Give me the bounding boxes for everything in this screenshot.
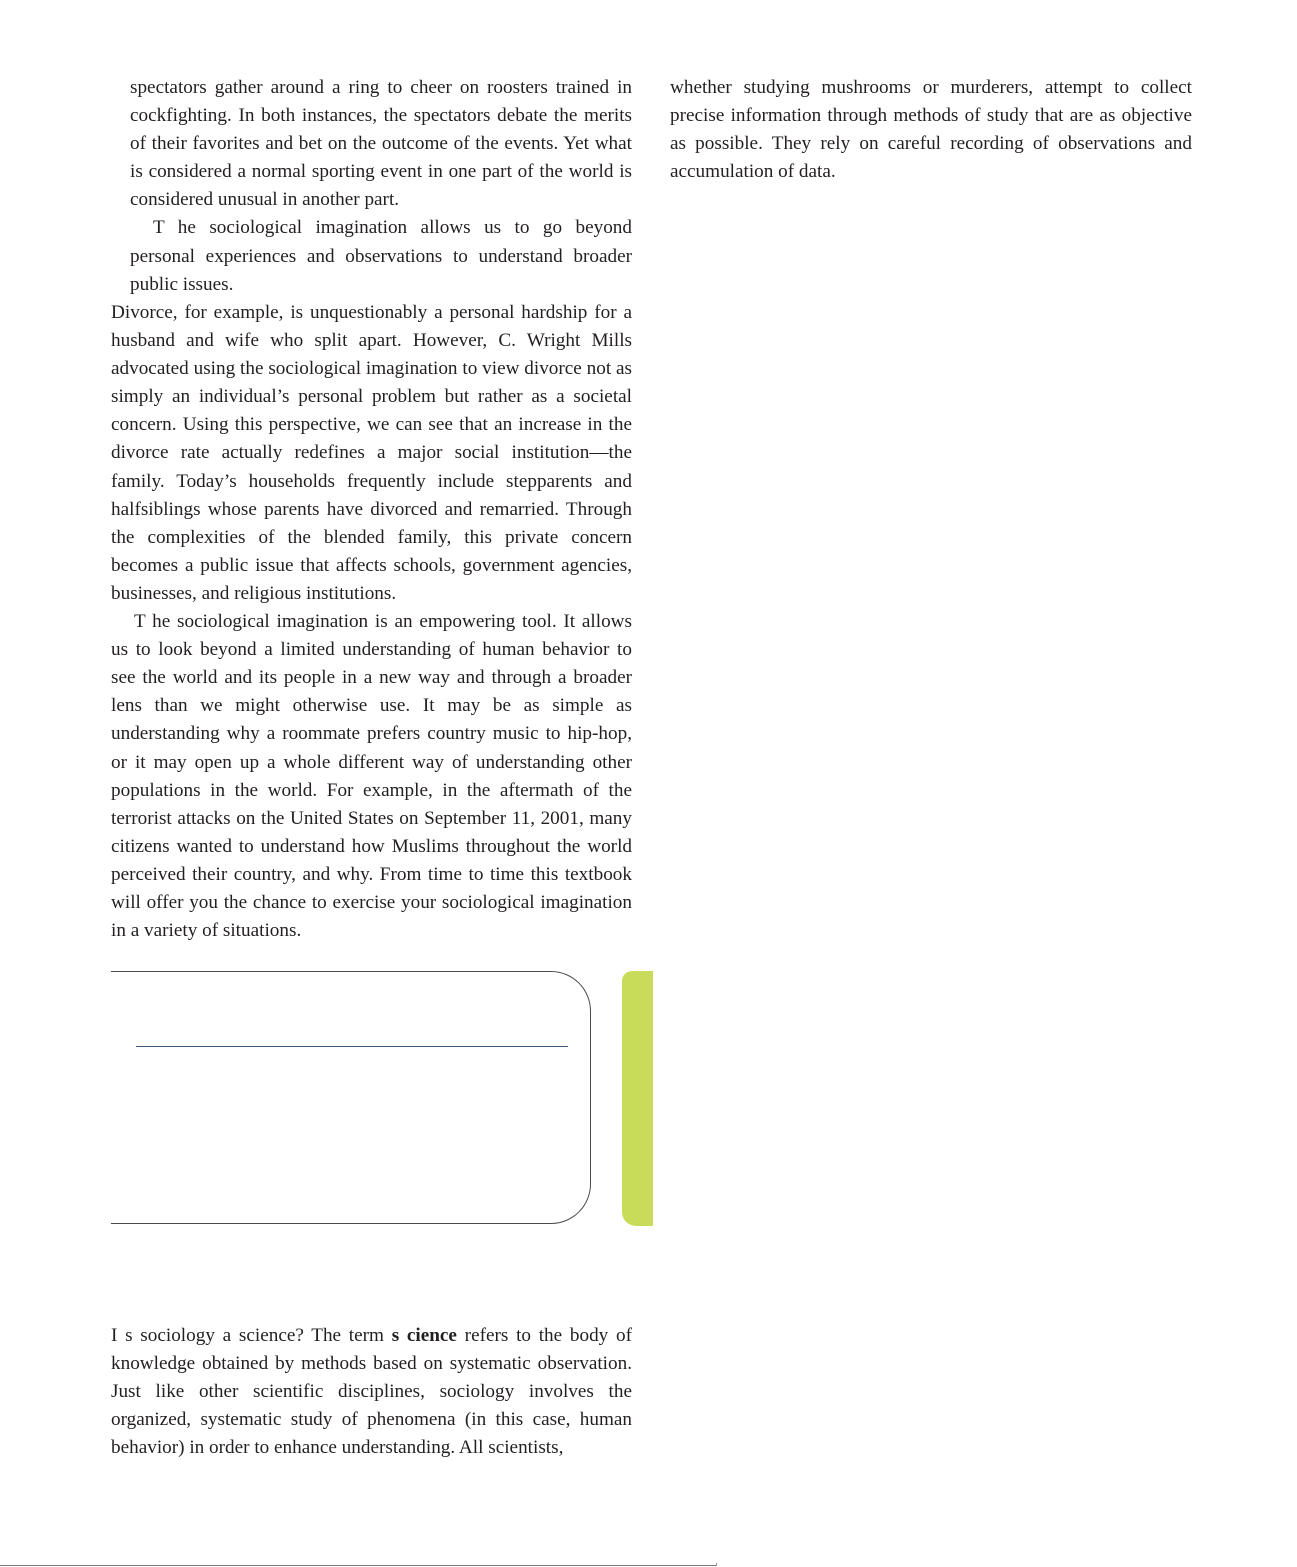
footer-tick xyxy=(716,1563,717,1566)
empowering-tool-paragraph: T he sociological imagination is an empowering tool. It allows us to look beyond a limited understanding of human behavior to see the world and its people in a new way and through a broader lens than we might otherwise use. It may be as simple as understanding why a roommate prefers country music to hip-hop, or it may open up a whole different way of understanding other populations in the world. For example, in the aftermath of the terrorist attacks on the United States on September 11, 2001, many citizens wanted to understand how Muslims throughout the world perceived their country, and why. From time to time this textbook will offer you the chance to exercise your sociological imagination in a variety of situations. xyxy=(111,611,632,942)
footer-rule xyxy=(0,1565,716,1566)
science-paragraph xyxy=(111,1322,632,1462)
left-column-main xyxy=(111,299,632,945)
left-column-top xyxy=(130,74,632,299)
left-column-bottom xyxy=(111,1322,632,1462)
callout-box xyxy=(111,971,591,1224)
green-accent-tab xyxy=(622,971,653,1226)
callout-box-rule xyxy=(136,1046,568,1047)
science-paragraph-start: I s sociology a science? The term xyxy=(111,1325,392,1346)
science-term: s cience xyxy=(391,1325,457,1346)
right-column xyxy=(670,74,1192,186)
cockfighting-paragraph: spectators gather around a ring to cheer on roosters trained in cockfighting. In both instances, the spectators debate the merits of their favorites and bet on the outcome of the events. Yet what is considered a normal sporting event in one part of the world is considered unusual in another part. xyxy=(130,77,632,211)
science-paragraph-end: refers to the body of knowledge obtained by methods based on systematic observation. Just like other scientific disciplines, sociology involves the organized, systematic study of phenomena (in this case, human behavior) in order to enhance understanding. All scientists, xyxy=(111,1325,632,1459)
scientists-paragraph: whether studying mushrooms or murderers, attempt to collect precise information through methods of study that are as objective as possible. They rely on careful recording of observations and accumulation of data. xyxy=(670,77,1192,183)
divorce-paragraph: Divorce, for example, is unquestionably a personal hardship for a husband and wife who split apart. However, C. Wright Mills advocated using the sociological imagination to view divorce not as simply an individual’s personal problem but rather as a societal concern. Using this perspective, we can see that an increase in the divorce rate actually redefines a major social institution—the family. Today’s households frequently include stepparents and halfsiblings whose parents have divorced and remarried. Through the complexities of the blended family, this private concern becomes a public issue that affects schools, government agencies, businesses, and religious institutions. xyxy=(111,302,632,604)
sociological-imagination-paragraph: T he sociological imagination allows us to go beyond personal experiences and observations to understand broader public issues. xyxy=(130,217,632,295)
